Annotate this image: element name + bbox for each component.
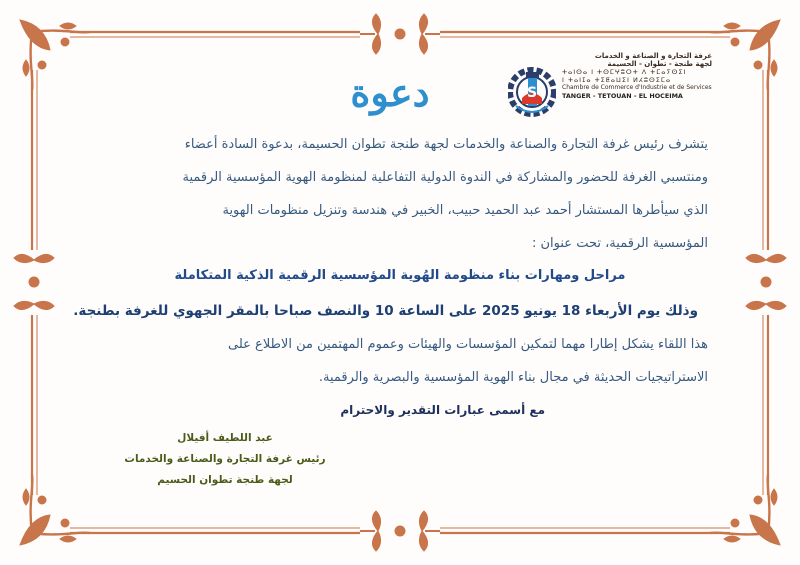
paragraph-line-2: ومنتسبي الغرفة للحضور والمشاركة في الندوة الدولية التفاعلية لمنظومة الهوية المؤسسية الرقمية [182, 170, 708, 185]
corner-ornament-bottom-right [710, 475, 780, 545]
paragraph-line-4: المؤسسية الرقمية، تحت عنوان : [532, 236, 708, 251]
ornament-top-center [360, 14, 440, 54]
svg-text:S: S [526, 85, 538, 101]
signatory-name: عبد اللطيف أفيلال [177, 432, 273, 444]
purpose-line-2: الاستراتيجيات الحديثة في مجال بناء الهوية المؤسسية والبصرية والرقمية. [318, 370, 708, 385]
org-french-name: Chambre de Commerce d'Industrie et de Services [562, 84, 712, 91]
date-line: وذلك يوم الأربعاء 18 يونيو 2025 على الساعة 10 والنصف صباحا بالمقر الجهوي للغرفة بطنجة. [73, 303, 698, 319]
org-tifinagh-line1: ⵜⴰⵏⵙⴰ ⵏ ⵜⵙⵎⵖⵓⵔⵜ ⴷ ⵜⵎⴰⵢⵙⵉⵏ [562, 68, 687, 76]
org-arabic-line1: غرفة التجارة و الصناعة و الخدمات [594, 52, 712, 60]
paragraph-line-3: الذي سيأطرها المستشار أحمد عبد الحميد حبيب، الخبير في هندسة وتنزيل منظومات الهوية [222, 203, 708, 218]
purpose-line-1: هذا اللقاء يشكل إطارا مهما لتمكين المؤسسات والهيئات وعموم المهتمين من الاطلاع على [228, 337, 708, 352]
organization-block [562, 52, 712, 100]
corner-ornament-top-left [20, 20, 90, 90]
corner-ornament-bottom-left [20, 475, 90, 545]
corner-ornament-top-right [710, 20, 780, 90]
seminar-subject: مراحل ومهارات بناء منظومة الهُوية المؤسسية الرقمية الذكية المتكاملة [174, 268, 626, 283]
org-tifinagh-line2: ⵏ ⵜⴰⵏⵊⴰ ⵜⵉⵟⴰⵡⵉⵏ ⵍⵃⵓⵙⵉⵎⴰ [562, 76, 672, 84]
signatory-region: لجهة طنجة تطوان الحسيم [157, 474, 293, 486]
org-arabic-line2: لجهة طنجة - تطوان - الحسيمة [607, 60, 712, 68]
org-cities: TANGER - TETOUAN - EL HOCEIMA [562, 92, 683, 100]
closing-line: مع أسمى عبارات التقدير والاحترام [340, 403, 545, 417]
chamber-logo-icon [508, 62, 556, 120]
invitation-title: دعوة [350, 70, 430, 115]
ornament-bottom-center [360, 511, 440, 551]
paragraph-line-1: يتشرف رئيس غرفة التجارة والصناعة والخدمات لجهة طنجة تطوان الحسيمة، بدعوة السادة أعضاء [184, 137, 708, 152]
signatory-role: رئيس غرفة التجارة والصناعة والخدمات [124, 453, 326, 465]
